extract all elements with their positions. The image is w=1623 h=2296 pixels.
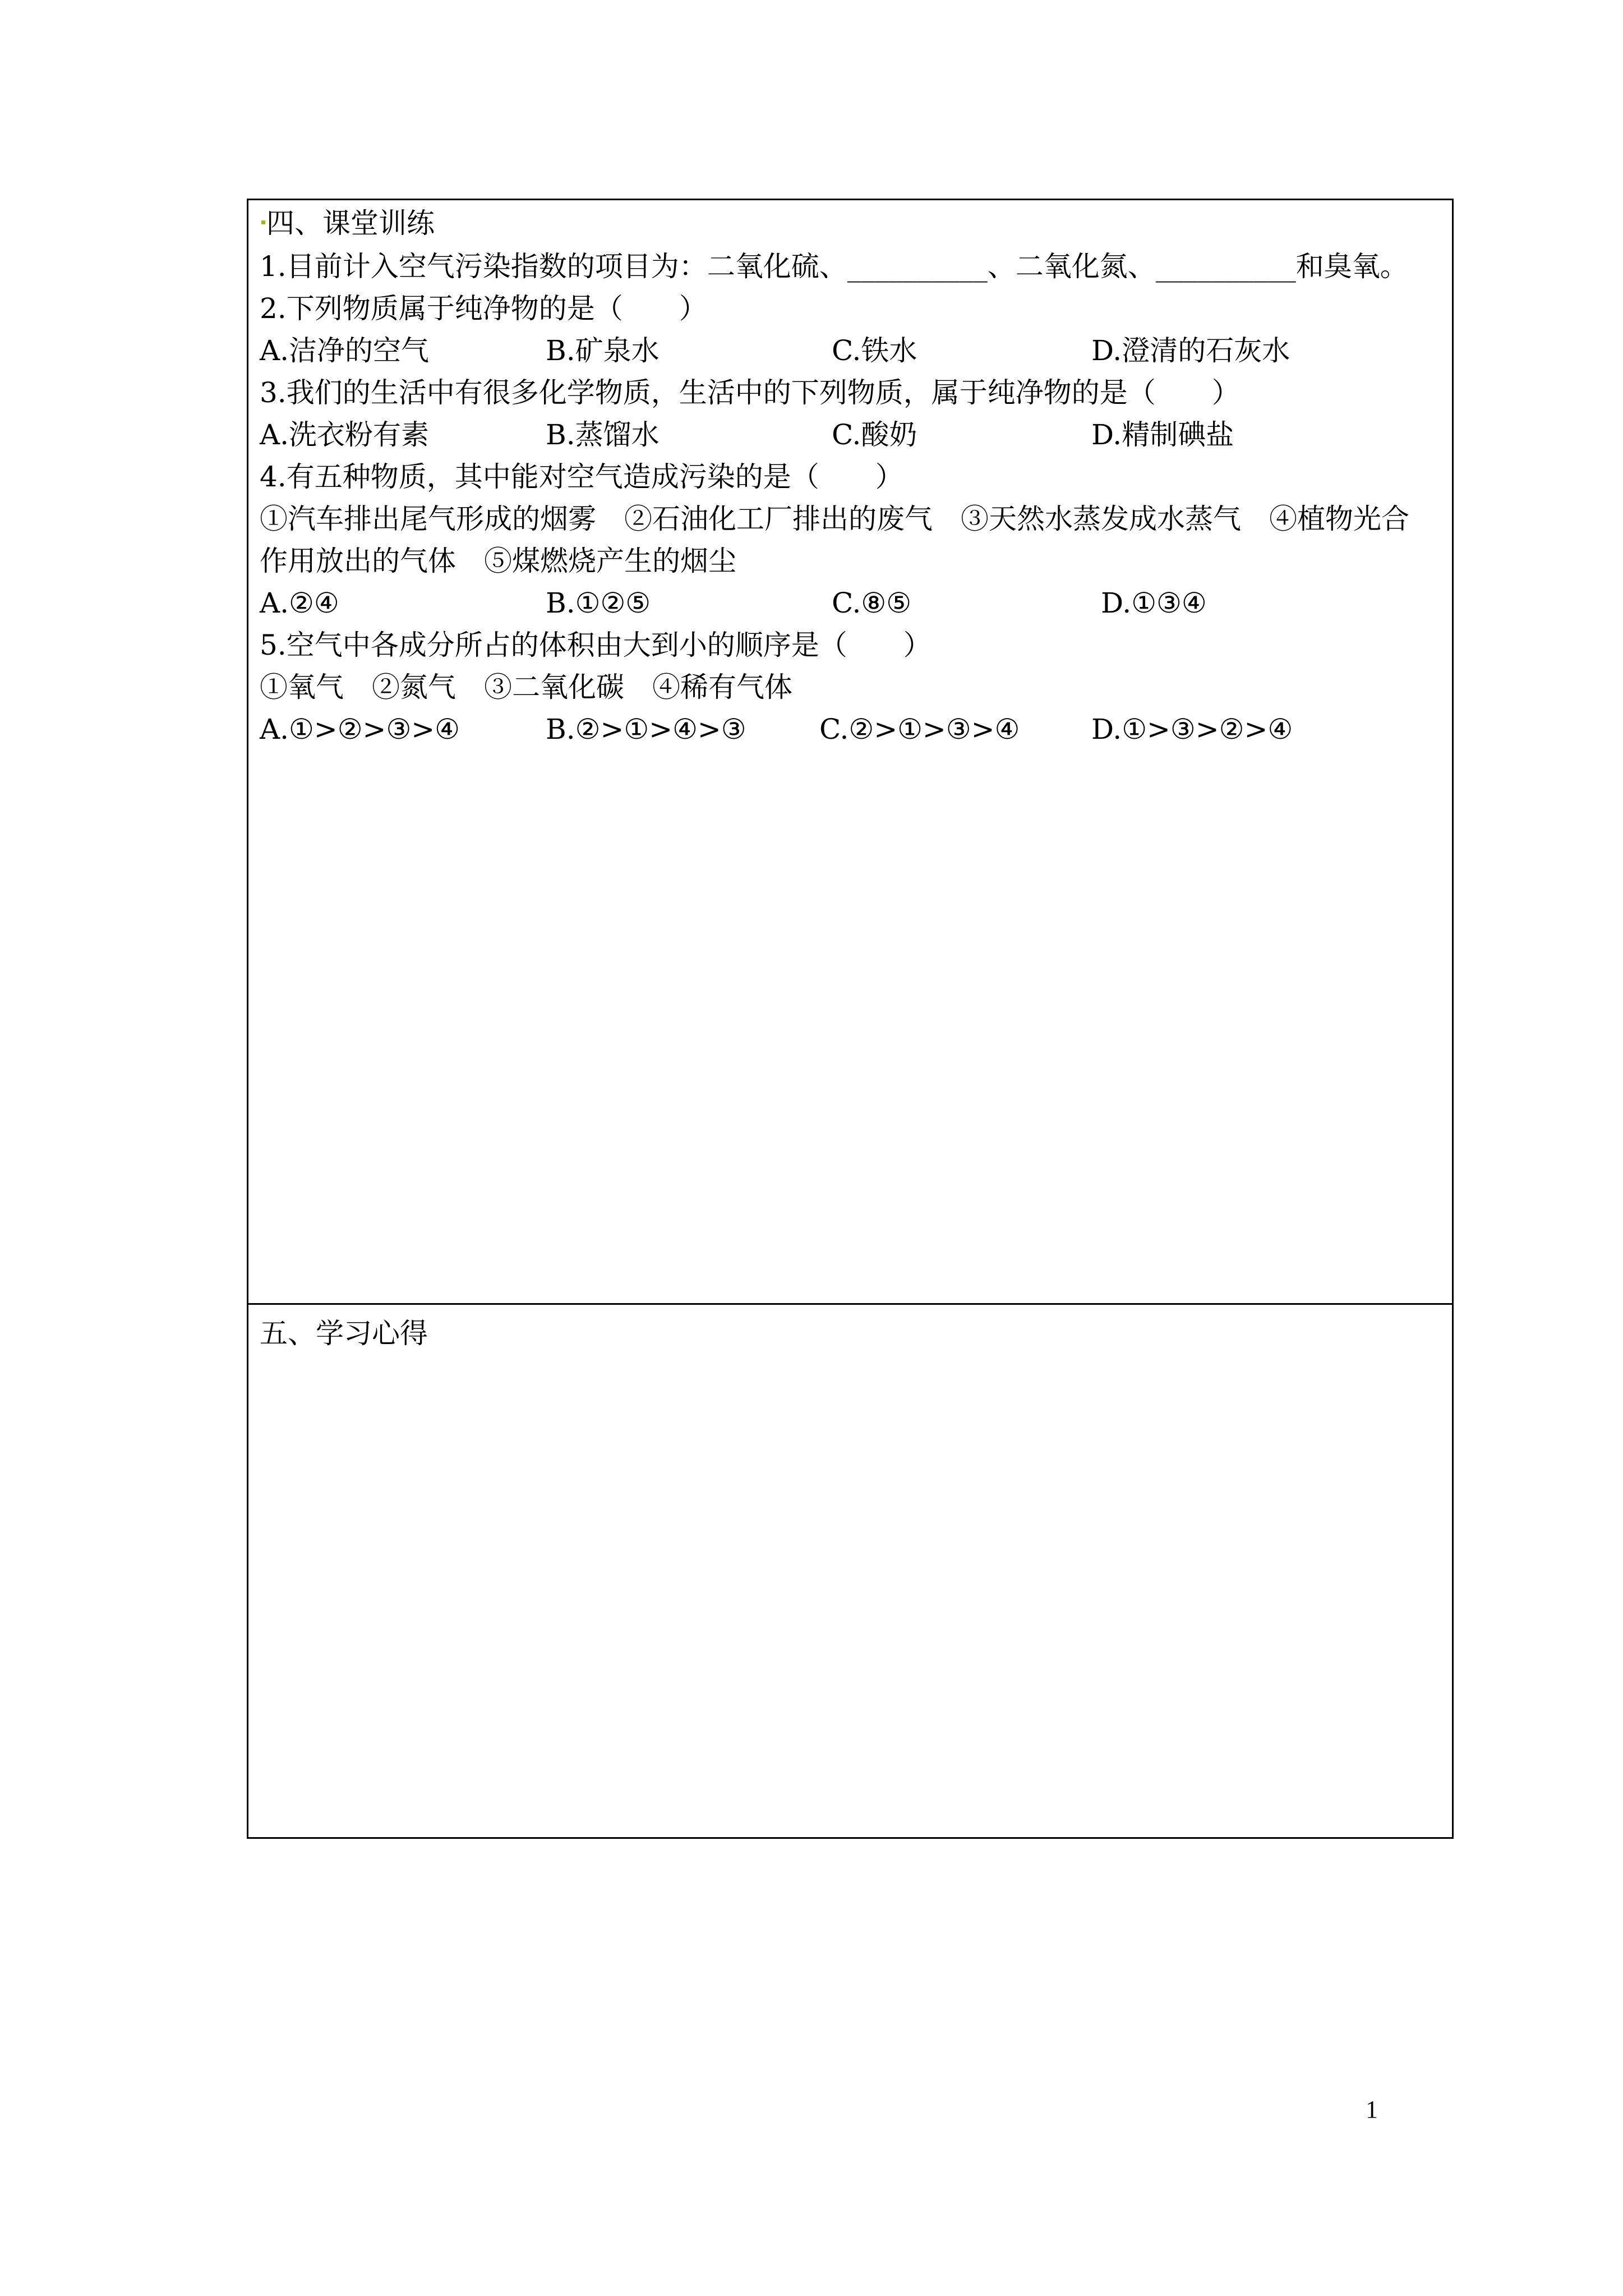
question-1: 1.目前计入空气污染指数的项目为：二氧化硫、__________、二氧化氮、__________和臭氧。 [260,250,1408,283]
question-4-items-line-2: 作用放出的气体 ⑤煤燃烧产生的烟尘 [260,545,736,577]
question-4-items-line-1: ①汽车排出尾气形成的烟雾 ②石油化工厂排出的废气 ③天然水蒸发成水蒸气 ④植物光合 [260,503,1409,535]
question-2-option-c: C.铁水 [832,334,917,367]
question-2-option-d: D.澄清的石灰水 [1091,334,1290,367]
question-5-option-c: C.②>①>③>④ [819,713,1020,746]
question-2-option-b: B.矿泉水 [546,334,660,367]
page-number: 1 [1366,2096,1378,2123]
question-2-stem: 2.下列物质属于纯净物的是（ ） [260,292,707,325]
text-marker-dot [261,220,265,224]
section-heading-training: 四、课堂训练 [266,207,435,240]
classroom-training-section [247,199,1454,1305]
learning-notes-section [247,1303,1454,1839]
question-2-option-a: A.洁净的空气 [260,334,430,367]
question-5-option-b: B.②>①>④>③ [546,713,746,746]
question-4-option-d: D.①③④ [1101,587,1207,619]
question-5-items: ①氧气 ②氮气 ③二氧化碳 ④稀有气体 [260,671,792,703]
question-5-option-a: A.①>②>③>④ [260,713,460,746]
question-3-option-c: C.酸奶 [832,418,917,451]
question-5-option-d: D.①>③>②>④ [1091,713,1293,746]
question-3-option-d: D.精制碘盐 [1091,418,1234,451]
question-4-option-b: B.①②⑤ [546,587,651,619]
question-3-stem: 3.我们的生活中有很多化学物质，生活中的下列物质，属于纯净物的是（ ） [260,376,1240,409]
question-4-stem: 4.有五种物质，其中能对空气造成污染的是（ ） [260,461,903,493]
question-4-option-c: C.⑧⑤ [832,587,912,619]
question-5-stem: 5.空气中各成分所占的体积由大到小的顺序是（ ） [260,629,932,661]
question-3-option-b: B.蒸馏水 [546,418,660,451]
question-3-option-a: A.洗衣粉有素 [260,418,430,451]
question-4-option-a: A.②④ [260,587,339,619]
section-heading-notes: 五、学习心得 [260,1317,428,1350]
